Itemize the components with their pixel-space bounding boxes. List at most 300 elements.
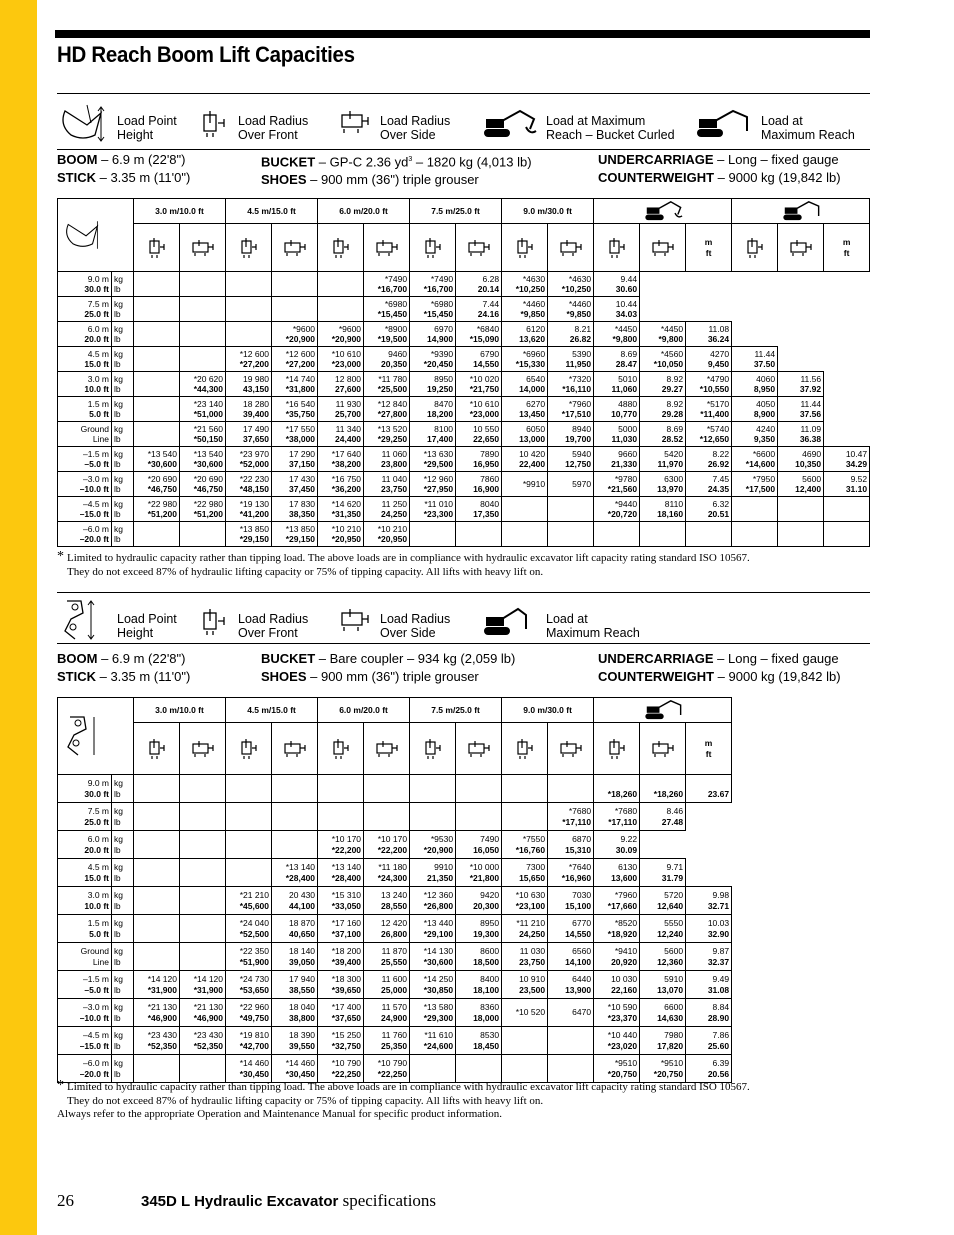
value-cell: 6270 13,450 bbox=[502, 397, 548, 422]
value-cell: *9410 20,920 bbox=[594, 943, 640, 971]
value-cell: 6790 14,550 bbox=[456, 347, 502, 372]
value-cell: 17 290 37,150 bbox=[272, 447, 318, 472]
value-cell: 5550 12,240 bbox=[640, 915, 686, 943]
value-cell bbox=[686, 522, 732, 547]
value-cell: 18 870 40,650 bbox=[272, 915, 318, 943]
unit-label: kg lb bbox=[112, 943, 134, 971]
value-cell: *6600 *14,600 bbox=[732, 447, 778, 472]
value-cell bbox=[824, 497, 870, 522]
value-cell: *18 300 *39,650 bbox=[318, 971, 364, 999]
value-cell: *7680 *17,110 bbox=[548, 803, 594, 831]
value-cell: *4450 *9,800 bbox=[640, 322, 686, 347]
value-cell: 4270 9,450 bbox=[686, 347, 732, 372]
value-cell: *14 120 *31,900 bbox=[134, 971, 180, 999]
legend-label: Load at Maximum Reach bbox=[761, 114, 855, 142]
value-cell: 9910 21,350 bbox=[410, 859, 456, 887]
value-cell bbox=[318, 775, 364, 803]
value-cell: 8100 17,400 bbox=[410, 422, 456, 447]
height-label: 7.5 m 25.0 ft bbox=[58, 297, 112, 322]
table-row bbox=[58, 943, 870, 971]
manual-note: Always refer to the appropriate Operation and Maintenance Manual for specific product information. bbox=[57, 1108, 503, 1120]
value-cell: *13 440 *29,100 bbox=[410, 915, 456, 943]
value-cell: *14 740 *31,800 bbox=[272, 372, 318, 397]
unit-label: kg lb bbox=[112, 971, 134, 999]
value-cell: *13 520 *29,250 bbox=[364, 422, 410, 447]
value-cell: *14 120 *31,900 bbox=[180, 971, 226, 999]
value-cell bbox=[180, 831, 226, 859]
value-cell: *9780 *21,560 bbox=[594, 472, 640, 497]
value-cell: 11 040 23,750 bbox=[364, 472, 410, 497]
value-cell: 6560 14,100 bbox=[548, 943, 594, 971]
unit-label: kg lb bbox=[112, 859, 134, 887]
value-cell: 11 060 23,800 bbox=[364, 447, 410, 472]
value-cell: *16 540 *35,750 bbox=[272, 397, 318, 422]
value-cell: *9440 *20,720 bbox=[594, 497, 640, 522]
value-cell bbox=[226, 859, 272, 887]
front-hook-icon bbox=[502, 723, 548, 775]
value-cell bbox=[364, 775, 410, 803]
value-cell: *14 620 *31,350 bbox=[318, 497, 364, 522]
page-number: 26 bbox=[57, 1191, 74, 1210]
legend-label: Load at Maximum Reach bbox=[546, 612, 640, 640]
value-cell bbox=[134, 322, 180, 347]
value-cell: 11.44 37.56 bbox=[778, 397, 824, 422]
height-label: 1.5 m 5.0 ft bbox=[58, 915, 112, 943]
unit-label: kg lb bbox=[112, 775, 134, 803]
legend-bottom-rule bbox=[57, 149, 870, 150]
page-footer bbox=[57, 1191, 436, 1211]
value-cell: 9.98 32.71 bbox=[686, 887, 732, 915]
legend-1 bbox=[57, 97, 870, 149]
value-cell bbox=[226, 297, 272, 322]
value-cell: *21 130 *46,900 bbox=[180, 999, 226, 1027]
value-cell: *9530 *20,900 bbox=[410, 831, 456, 859]
unit-label: kg lb bbox=[112, 999, 134, 1027]
height-label: –6.0 m –20.0 ft bbox=[58, 522, 112, 547]
side-hook-icon bbox=[364, 723, 410, 775]
value-cell: 11 030 23,750 bbox=[502, 943, 548, 971]
value-cell bbox=[134, 887, 180, 915]
height-label: 3.0 m 10.0 ft bbox=[58, 372, 112, 397]
value-cell bbox=[778, 522, 824, 547]
legend-label: Load Point Height bbox=[117, 612, 177, 640]
height-label: 9.0 m 30.0 ft bbox=[58, 775, 112, 803]
value-cell: *24 040 *52,500 bbox=[226, 915, 272, 943]
footnote-2: * Limited to hydraulic capacity rather than tipping load. The above loads are in compliance with hydraulic excavator lift capacity rating standard ISO 10567. They do not exceed 87% of hydraulic lifting capacity or 75% of tipping capacity. All lifts with heavy lift on. Always refer to the appropriate Operation and Maintenance Manual for specific product information. bbox=[57, 1081, 857, 1122]
legend-label: Load Point Height bbox=[117, 114, 177, 142]
value-cell: *5170 *11,400 bbox=[686, 397, 732, 422]
value-cell: 8.92 29.28 bbox=[640, 397, 686, 422]
value-cell bbox=[180, 322, 226, 347]
value-cell bbox=[272, 775, 318, 803]
value-cell: *18,260 bbox=[640, 775, 686, 803]
value-cell: *11 180 *24,300 bbox=[364, 859, 410, 887]
value-cell bbox=[180, 915, 226, 943]
table-row bbox=[58, 272, 954, 297]
value-cell: *22 980 *51,200 bbox=[134, 497, 180, 522]
value-cell: 17 490 37,650 bbox=[226, 422, 272, 447]
legend-2-top-rule bbox=[57, 592, 870, 593]
value-cell: *21 560 *50,150 bbox=[180, 422, 226, 447]
value-cell: 9.87 32.37 bbox=[686, 943, 732, 971]
value-cell: 6540 14,000 bbox=[502, 372, 548, 397]
value-cell: 7980 17,820 bbox=[640, 1027, 686, 1055]
value-cell: *22 350 *51,900 bbox=[226, 943, 272, 971]
bucket-icon bbox=[57, 103, 107, 145]
excavator-curled-icon bbox=[480, 107, 538, 141]
value-cell: 9.52 31.10 bbox=[824, 472, 870, 497]
value-cell bbox=[640, 522, 686, 547]
radius-header: 6.0 m/20.0 ft bbox=[318, 199, 410, 224]
value-cell: *11 010 *23,300 bbox=[410, 497, 456, 522]
value-cell: 10.44 34.03 bbox=[594, 297, 640, 322]
front-hook-icon bbox=[502, 224, 548, 272]
value-cell: *12 960 *27,950 bbox=[410, 472, 456, 497]
value-cell bbox=[318, 803, 364, 831]
value-cell: *9390 *20,450 bbox=[410, 347, 456, 372]
value-cell: 13 240 28,550 bbox=[364, 887, 410, 915]
value-cell: *4460 *9,850 bbox=[502, 297, 548, 322]
legend-label: Load Radius Over Side bbox=[380, 612, 451, 640]
value-cell: 7.44 24.16 bbox=[456, 297, 502, 322]
value-cell bbox=[226, 803, 272, 831]
unit-label: kg lb bbox=[112, 497, 134, 522]
value-cell: 9460 20,350 bbox=[364, 347, 410, 372]
value-cell: *23 430 *52,350 bbox=[134, 1027, 180, 1055]
value-cell: 7.86 25.60 bbox=[686, 1027, 732, 1055]
spec-2-col-3: UNDERCARRIAGE – Long – fixed gauge COUNTERWEIGHT – 9000 kg (19,842 lb) bbox=[598, 651, 841, 684]
corner-icon-cell bbox=[58, 698, 134, 775]
side-hook-icon bbox=[456, 224, 502, 272]
height-label: 1.5 m 5.0 ft bbox=[58, 397, 112, 422]
value-cell bbox=[134, 775, 180, 803]
yellow-side-band bbox=[0, 0, 37, 1235]
value-cell: 17 430 37,450 bbox=[272, 472, 318, 497]
value-cell: 11 870 25,550 bbox=[364, 943, 410, 971]
front-hook-icon bbox=[134, 723, 180, 775]
value-cell: 8530 18,450 bbox=[456, 1027, 502, 1055]
value-cell bbox=[134, 397, 180, 422]
height-label: Ground Line bbox=[58, 422, 112, 447]
value-cell: 10 030 22,160 bbox=[594, 971, 640, 999]
table-row bbox=[58, 322, 954, 347]
value-cell: 5940 12,750 bbox=[548, 447, 594, 472]
value-cell: *12 840 *27,800 bbox=[364, 397, 410, 422]
value-cell: *4790 *10,550 bbox=[686, 372, 732, 397]
height-label: 4.5 m 15.0 ft bbox=[58, 859, 112, 887]
value-cell bbox=[594, 522, 640, 547]
value-cell: 10 550 22,650 bbox=[456, 422, 502, 447]
value-cell: 6440 13,900 bbox=[548, 971, 594, 999]
value-cell bbox=[226, 831, 272, 859]
value-cell bbox=[180, 887, 226, 915]
max-reach-header bbox=[594, 698, 732, 723]
value-cell: 9420 20,300 bbox=[456, 887, 502, 915]
radius-header: 6.0 m/20.0 ft bbox=[318, 698, 410, 723]
unit-label: kg lb bbox=[112, 422, 134, 447]
value-cell: 10.47 34.29 bbox=[824, 447, 870, 472]
spec-1-col-1: BOOM – 6.9 m (22'8") STICK – 3.35 m (11'0") bbox=[57, 152, 191, 185]
value-cell: 7.45 24.35 bbox=[686, 472, 732, 497]
table-row bbox=[58, 347, 954, 372]
footnote-1: * Limited to hydraulic capacity rather than tipping load. The above loads are in compliance with hydraulic excavator lift capacity rating standard ISO 10567. They do not exceed 87% of hydraulic lifting capacity or 75% of tipping capacity. All lifts with heavy lift on. bbox=[57, 549, 750, 578]
value-cell bbox=[226, 272, 272, 297]
value-cell: *6980 *15,450 bbox=[364, 297, 410, 322]
value-cell: 6.32 20.51 bbox=[686, 497, 732, 522]
table-row bbox=[58, 372, 954, 397]
value-cell bbox=[548, 497, 594, 522]
table-row bbox=[58, 397, 954, 422]
height-label: –4.5 m –15.0 ft bbox=[58, 497, 112, 522]
value-cell bbox=[824, 522, 870, 547]
value-cell: *10 590 *23,370 bbox=[594, 999, 640, 1027]
value-cell: 11 600 25,000 bbox=[364, 971, 410, 999]
unit-label: kg lb bbox=[112, 447, 134, 472]
spec-2-col-1: BOOM – 6.9 m (22'8") STICK – 3.35 m (11'0") bbox=[57, 651, 191, 684]
value-cell bbox=[410, 522, 456, 547]
value-cell: *11 780 *25,500 bbox=[364, 372, 410, 397]
value-cell: *13 540 *30,600 bbox=[180, 447, 226, 472]
legend-label: Load Radius Over Side bbox=[380, 114, 451, 142]
lift-capacity-table-1 bbox=[57, 198, 954, 547]
table-row bbox=[58, 887, 870, 915]
value-cell: *10 610 *23,000 bbox=[318, 347, 364, 372]
value-cell: 7300 15,650 bbox=[502, 859, 548, 887]
side-hook-icon bbox=[180, 224, 226, 272]
radius-header: 9.0 m/30.0 ft bbox=[502, 199, 594, 224]
value-cell: *21 130 *46,900 bbox=[134, 999, 180, 1027]
value-cell: *10 210 *20,950 bbox=[318, 522, 364, 547]
value-cell bbox=[732, 497, 778, 522]
table-row bbox=[58, 497, 954, 522]
value-cell: 9.44 30.60 bbox=[594, 272, 640, 297]
value-cell: *9910 bbox=[502, 472, 548, 497]
value-cell: 8400 18,100 bbox=[456, 971, 502, 999]
radius-header: 4.5 m/15.0 ft bbox=[226, 199, 318, 224]
value-cell bbox=[134, 831, 180, 859]
unit-label: kg lb bbox=[112, 803, 134, 831]
value-cell: 6770 14,550 bbox=[548, 915, 594, 943]
value-cell: *22 980 *51,200 bbox=[180, 497, 226, 522]
value-cell: 8040 17,350 bbox=[456, 497, 502, 522]
value-cell: *22 960 *49,750 bbox=[226, 999, 272, 1027]
value-cell bbox=[318, 297, 364, 322]
side-hook-icon bbox=[272, 224, 318, 272]
value-cell: 8470 18,200 bbox=[410, 397, 456, 422]
value-cell bbox=[318, 272, 364, 297]
table-row bbox=[58, 915, 870, 943]
value-cell bbox=[180, 803, 226, 831]
side-hook-icon bbox=[548, 723, 594, 775]
value-cell: *7950 *17,500 bbox=[732, 472, 778, 497]
height-label: 3.0 m 10.0 ft bbox=[58, 887, 112, 915]
value-cell: *8900 *19,500 bbox=[364, 322, 410, 347]
side-hook-icon bbox=[340, 607, 370, 633]
value-cell: *14 460 *30,450 bbox=[226, 1055, 272, 1083]
value-cell bbox=[134, 915, 180, 943]
spec-2-col-2: BUCKET – Bare coupler – 934 kg (2,059 lb) SHOES – 900 mm (36") triple grouser bbox=[261, 651, 516, 684]
value-cell: 11.08 36.24 bbox=[686, 322, 732, 347]
value-cell: 11.09 36.38 bbox=[778, 422, 824, 447]
side-hook-icon bbox=[456, 723, 502, 775]
value-cell: *4460 *9,850 bbox=[548, 297, 594, 322]
value-cell: 9.49 31.08 bbox=[686, 971, 732, 999]
value-cell: 20 430 44,100 bbox=[272, 887, 318, 915]
side-hook-icon bbox=[778, 224, 824, 272]
value-cell bbox=[778, 497, 824, 522]
value-cell: 5720 12,640 bbox=[640, 887, 686, 915]
unit-label: kg lb bbox=[112, 272, 134, 297]
value-cell bbox=[732, 522, 778, 547]
height-label: 6.0 m 20.0 ft bbox=[58, 322, 112, 347]
value-cell bbox=[502, 522, 548, 547]
value-cell: 6120 13,620 bbox=[502, 322, 548, 347]
value-cell bbox=[134, 272, 180, 297]
value-cell: 8940 19,700 bbox=[548, 422, 594, 447]
value-cell: 19 980 43,150 bbox=[226, 372, 272, 397]
value-cell: *7320 *16,110 bbox=[548, 372, 594, 397]
value-cell: 18 140 39,050 bbox=[272, 943, 318, 971]
value-cell bbox=[410, 1055, 456, 1083]
coupler-icon bbox=[57, 597, 97, 643]
value-cell: 5910 13,070 bbox=[640, 971, 686, 999]
value-cell: *8520 *18,920 bbox=[594, 915, 640, 943]
value-cell: *18,260 bbox=[594, 775, 640, 803]
value-cell: *4450 *9,800 bbox=[594, 322, 640, 347]
front-hook-icon bbox=[134, 224, 180, 272]
value-cell: 18 390 39,550 bbox=[272, 1027, 318, 1055]
value-cell bbox=[134, 422, 180, 447]
value-cell: *9510 *20,750 bbox=[594, 1055, 640, 1083]
value-cell: 7890 16,950 bbox=[456, 447, 502, 472]
unit-label: kg lb bbox=[112, 1027, 134, 1055]
value-cell: 5970 bbox=[548, 472, 594, 497]
value-cell: 18 280 39,400 bbox=[226, 397, 272, 422]
value-cell: 6050 13,000 bbox=[502, 422, 548, 447]
unit-label: kg lb bbox=[112, 522, 134, 547]
value-cell bbox=[180, 272, 226, 297]
table-row bbox=[58, 472, 954, 497]
value-cell bbox=[180, 347, 226, 372]
value-cell bbox=[548, 775, 594, 803]
value-cell: *16 750 *36,200 bbox=[318, 472, 364, 497]
unit-header: m ft bbox=[686, 723, 732, 775]
value-cell: *5740 *12,650 bbox=[686, 422, 732, 447]
radius-header: 4.5 m/15.0 ft bbox=[226, 698, 318, 723]
radius-header: 3.0 m/10.0 ft bbox=[134, 698, 226, 723]
value-cell: 23.67 bbox=[686, 775, 732, 803]
value-cell: *4630 *10,250 bbox=[548, 272, 594, 297]
value-cell: 6870 15,310 bbox=[548, 831, 594, 859]
value-cell bbox=[134, 859, 180, 887]
unit-label: kg lb bbox=[112, 297, 134, 322]
radius-header: 7.5 m/25.0 ft bbox=[410, 199, 502, 224]
lift-capacity-table-2 bbox=[57, 697, 870, 1083]
excavator-icon bbox=[480, 605, 530, 639]
value-cell: *17 640 *38,200 bbox=[318, 447, 364, 472]
value-cell: *10 210 *20,950 bbox=[364, 522, 410, 547]
value-cell bbox=[272, 803, 318, 831]
unit-label: kg lb bbox=[112, 915, 134, 943]
value-cell: *12 600 *27,200 bbox=[226, 347, 272, 372]
height-label: 9.0 m 30.0 ft bbox=[58, 272, 112, 297]
value-cell: *10 630 *23,100 bbox=[502, 887, 548, 915]
front-hook-icon bbox=[226, 723, 272, 775]
legend-top-rule bbox=[57, 93, 870, 94]
value-cell: 6130 13,600 bbox=[594, 859, 640, 887]
value-cell bbox=[548, 522, 594, 547]
value-cell bbox=[134, 297, 180, 322]
unit-label: kg lb bbox=[112, 472, 134, 497]
legend-label: Load Radius Over Front bbox=[238, 612, 309, 640]
legend-2-bottom-rule bbox=[57, 643, 870, 644]
value-cell: 6.39 20.56 bbox=[686, 1055, 732, 1083]
value-cell: 10 420 22,400 bbox=[502, 447, 548, 472]
radius-header: 9.0 m/30.0 ft bbox=[502, 698, 594, 723]
max-reach-header bbox=[594, 199, 732, 224]
height-label: 4.5 m 15.0 ft bbox=[58, 347, 112, 372]
value-cell bbox=[134, 1055, 180, 1083]
value-cell bbox=[410, 803, 456, 831]
value-cell: *10 790 *22,250 bbox=[364, 1055, 410, 1083]
value-cell: *10 440 *23,020 bbox=[594, 1027, 640, 1055]
unit-label: kg lb bbox=[112, 831, 134, 859]
value-cell: 8.69 28.52 bbox=[640, 422, 686, 447]
value-cell: *9510 *20,750 bbox=[640, 1055, 686, 1083]
footer-suffix: specifications bbox=[342, 1191, 437, 1210]
legend-label: Load Radius Over Front bbox=[238, 114, 309, 142]
value-cell: 5600 12,400 bbox=[778, 472, 824, 497]
value-cell: *20 620 *44,300 bbox=[180, 372, 226, 397]
value-cell bbox=[272, 297, 318, 322]
value-cell: *17 550 *38,000 bbox=[272, 422, 318, 447]
value-cell bbox=[180, 859, 226, 887]
table-row bbox=[58, 971, 870, 999]
height-label: 6.0 m 20.0 ft bbox=[58, 831, 112, 859]
value-cell: *11 210 24,250 bbox=[502, 915, 548, 943]
value-cell: 4060 8,950 bbox=[732, 372, 778, 397]
value-cell: *6840 *15,090 bbox=[456, 322, 502, 347]
unit-label: kg lb bbox=[112, 322, 134, 347]
value-cell: 17 830 38,350 bbox=[272, 497, 318, 522]
value-cell bbox=[226, 775, 272, 803]
value-cell: *10 170 *22,200 bbox=[364, 831, 410, 859]
front-hook-icon bbox=[226, 224, 272, 272]
value-cell bbox=[180, 943, 226, 971]
radius-header: 7.5 m/25.0 ft bbox=[410, 698, 502, 723]
value-cell: 6970 14,900 bbox=[410, 322, 456, 347]
value-cell bbox=[502, 775, 548, 803]
value-cell: *11 610 *24,600 bbox=[410, 1027, 456, 1055]
value-cell: 18 040 38,800 bbox=[272, 999, 318, 1027]
value-cell: *14 250 *30,850 bbox=[410, 971, 456, 999]
side-hook-icon bbox=[180, 723, 226, 775]
value-cell: 5390 11,950 bbox=[548, 347, 594, 372]
value-cell: *15 310 *33,050 bbox=[318, 887, 364, 915]
front-hook-icon bbox=[202, 607, 228, 635]
legend-label: Load at Maximum Reach – Bucket Curled bbox=[546, 114, 675, 142]
excavator-icon bbox=[693, 107, 751, 141]
value-cell: 8110 18,160 bbox=[640, 497, 686, 522]
corner-icon-cell bbox=[58, 199, 134, 272]
unit-header: m ft bbox=[824, 224, 870, 272]
side-hook-icon bbox=[272, 723, 318, 775]
value-cell: *17 400 *37,650 bbox=[318, 999, 364, 1027]
value-cell: *23 970 *52,000 bbox=[226, 447, 272, 472]
value-cell bbox=[180, 1055, 226, 1083]
value-cell bbox=[180, 297, 226, 322]
value-cell: 8.46 27.48 bbox=[640, 803, 686, 831]
